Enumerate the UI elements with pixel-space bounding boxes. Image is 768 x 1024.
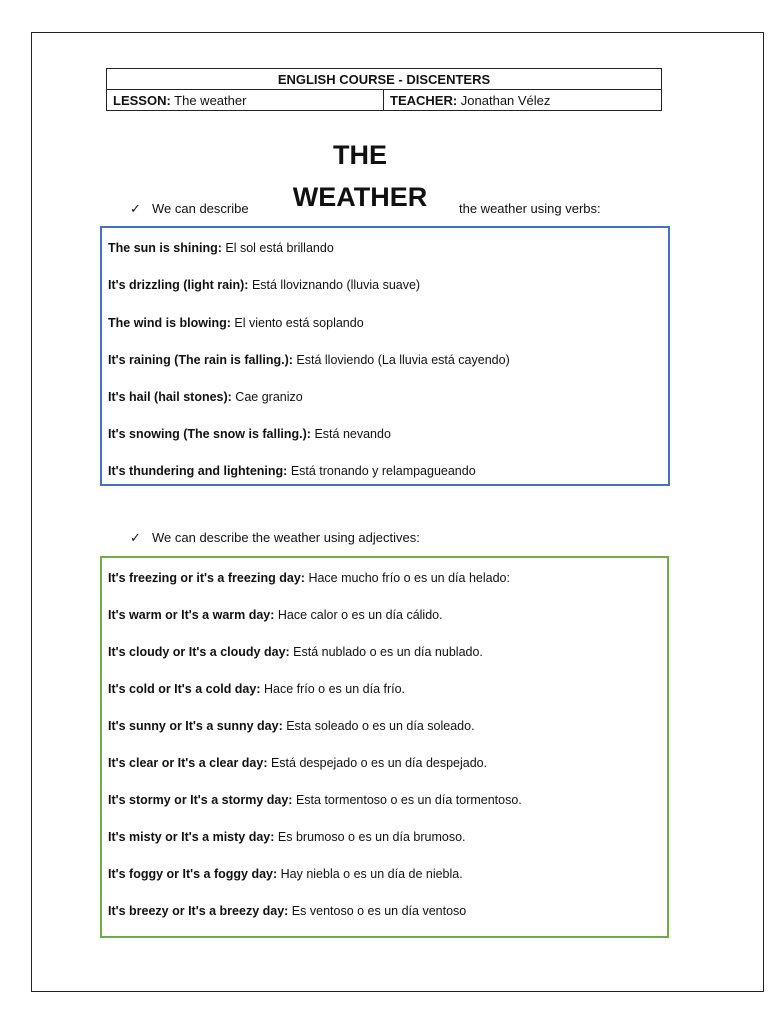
- adjective-row: [108, 903, 466, 919]
- verb-en: It's thundering and lightening:: [108, 464, 288, 478]
- teacher-value: Jonathan Vélez: [457, 92, 551, 108]
- verb-en: It's snowing (The snow is falling.):: [108, 427, 311, 441]
- checkmark-icon: ✓: [130, 201, 141, 216]
- verb-es: El viento está soplando: [230, 316, 364, 330]
- adjective-en: It's freezing or it's a freezing day:: [108, 571, 305, 585]
- adjective-en: It's breezy or It's a breezy day:: [108, 904, 289, 918]
- adjective-en: It's clear or It's a clear day:: [108, 756, 268, 770]
- lesson-label: LESSON:: [113, 92, 171, 108]
- adjective-en: It's misty or It's a misty day:: [108, 830, 275, 844]
- page-title-line2: WEATHER: [292, 182, 428, 212]
- verb-en: The wind is blowing:: [108, 316, 231, 330]
- verb-es: Está lloviendo (La lluvia está cayendo): [292, 353, 510, 367]
- verbs-box: [100, 226, 670, 486]
- adjective-row: [108, 644, 483, 660]
- adjective-row: [108, 829, 466, 845]
- verb-row: [108, 315, 364, 331]
- verb-es: Cae granizo: [231, 390, 303, 404]
- verb-en: It's hail (hail stones):: [108, 390, 232, 404]
- checkmark-icon: ✓: [130, 530, 141, 545]
- verb-en: It's raining (The rain is falling.):: [108, 353, 293, 367]
- verb-row: [108, 352, 510, 368]
- lesson-value: The weather: [170, 92, 247, 108]
- adjective-es: Está nublado o es un día nublado.: [289, 645, 483, 659]
- verbs-intro: [130, 201, 249, 217]
- adjective-row: [108, 681, 405, 697]
- adjective-row: [108, 792, 522, 808]
- verb-es: Está nevando: [310, 427, 391, 441]
- adjective-es: Esta tormentoso o es un día tormentoso.: [292, 793, 522, 807]
- lesson-cell: [107, 90, 384, 111]
- adjective-row: [108, 718, 475, 734]
- adjectives-intro: [130, 530, 420, 546]
- adjectives-intro-text: We can describe the weather using adjectives:: [152, 530, 420, 545]
- adjectives-box: [100, 556, 669, 938]
- verbs-intro-part1: We can describe: [152, 201, 249, 216]
- adjective-en: It's cold or It's a cold day:: [108, 682, 261, 696]
- verb-es: Está lloviznando (lluvia suave): [248, 278, 421, 292]
- adjective-en: It's sunny or It's a sunny day:: [108, 719, 283, 733]
- verb-row: [108, 277, 420, 293]
- verb-es: Está tronando y relampagueando: [287, 464, 476, 478]
- verbs-intro-part2: the weather using verbs:: [459, 201, 601, 216]
- adjective-en: It's cloudy or It's a cloudy day:: [108, 645, 290, 659]
- adjective-es: Hace frío o es un día frío.: [260, 682, 406, 696]
- adjective-es: Hay niebla o es un día de niebla.: [277, 867, 463, 881]
- teacher-cell: [384, 90, 662, 111]
- verb-es: El sol está brillando: [221, 241, 334, 255]
- adjective-row: [108, 570, 510, 586]
- verb-row: [108, 240, 334, 256]
- adjective-es: Hace mucho frío o es un día helado:: [304, 571, 510, 585]
- verb-row: [108, 389, 303, 405]
- adjective-es: Está despejado o es un día despejado.: [267, 756, 488, 770]
- header-table: [106, 68, 662, 111]
- adjective-en: It's foggy or It's a foggy day:: [108, 867, 278, 881]
- verb-row: [108, 463, 476, 479]
- adjective-row: [108, 607, 443, 623]
- verb-row: [108, 426, 391, 442]
- verb-en: The sun is shining:: [108, 241, 222, 255]
- course-title: ENGLISH COURSE - DISCENTERS: [107, 69, 662, 90]
- adjective-es: Esta soleado o es un día soleado.: [282, 719, 475, 733]
- adjective-row: [108, 866, 463, 882]
- adjective-en: It's stormy or It's a stormy day:: [108, 793, 293, 807]
- adjective-en: It's warm or It's a warm day:: [108, 608, 275, 622]
- verb-en: It's drizzling (light rain):: [108, 278, 249, 292]
- adjective-es: Hace calor o es un día cálido.: [274, 608, 443, 622]
- adjective-es: Es ventoso o es un día ventoso: [288, 904, 467, 918]
- adjective-es: Es brumoso o es un día brumoso.: [274, 830, 466, 844]
- adjective-row: [108, 755, 487, 771]
- page-title-line1: THE: [333, 140, 387, 170]
- teacher-label: TEACHER:: [390, 92, 458, 108]
